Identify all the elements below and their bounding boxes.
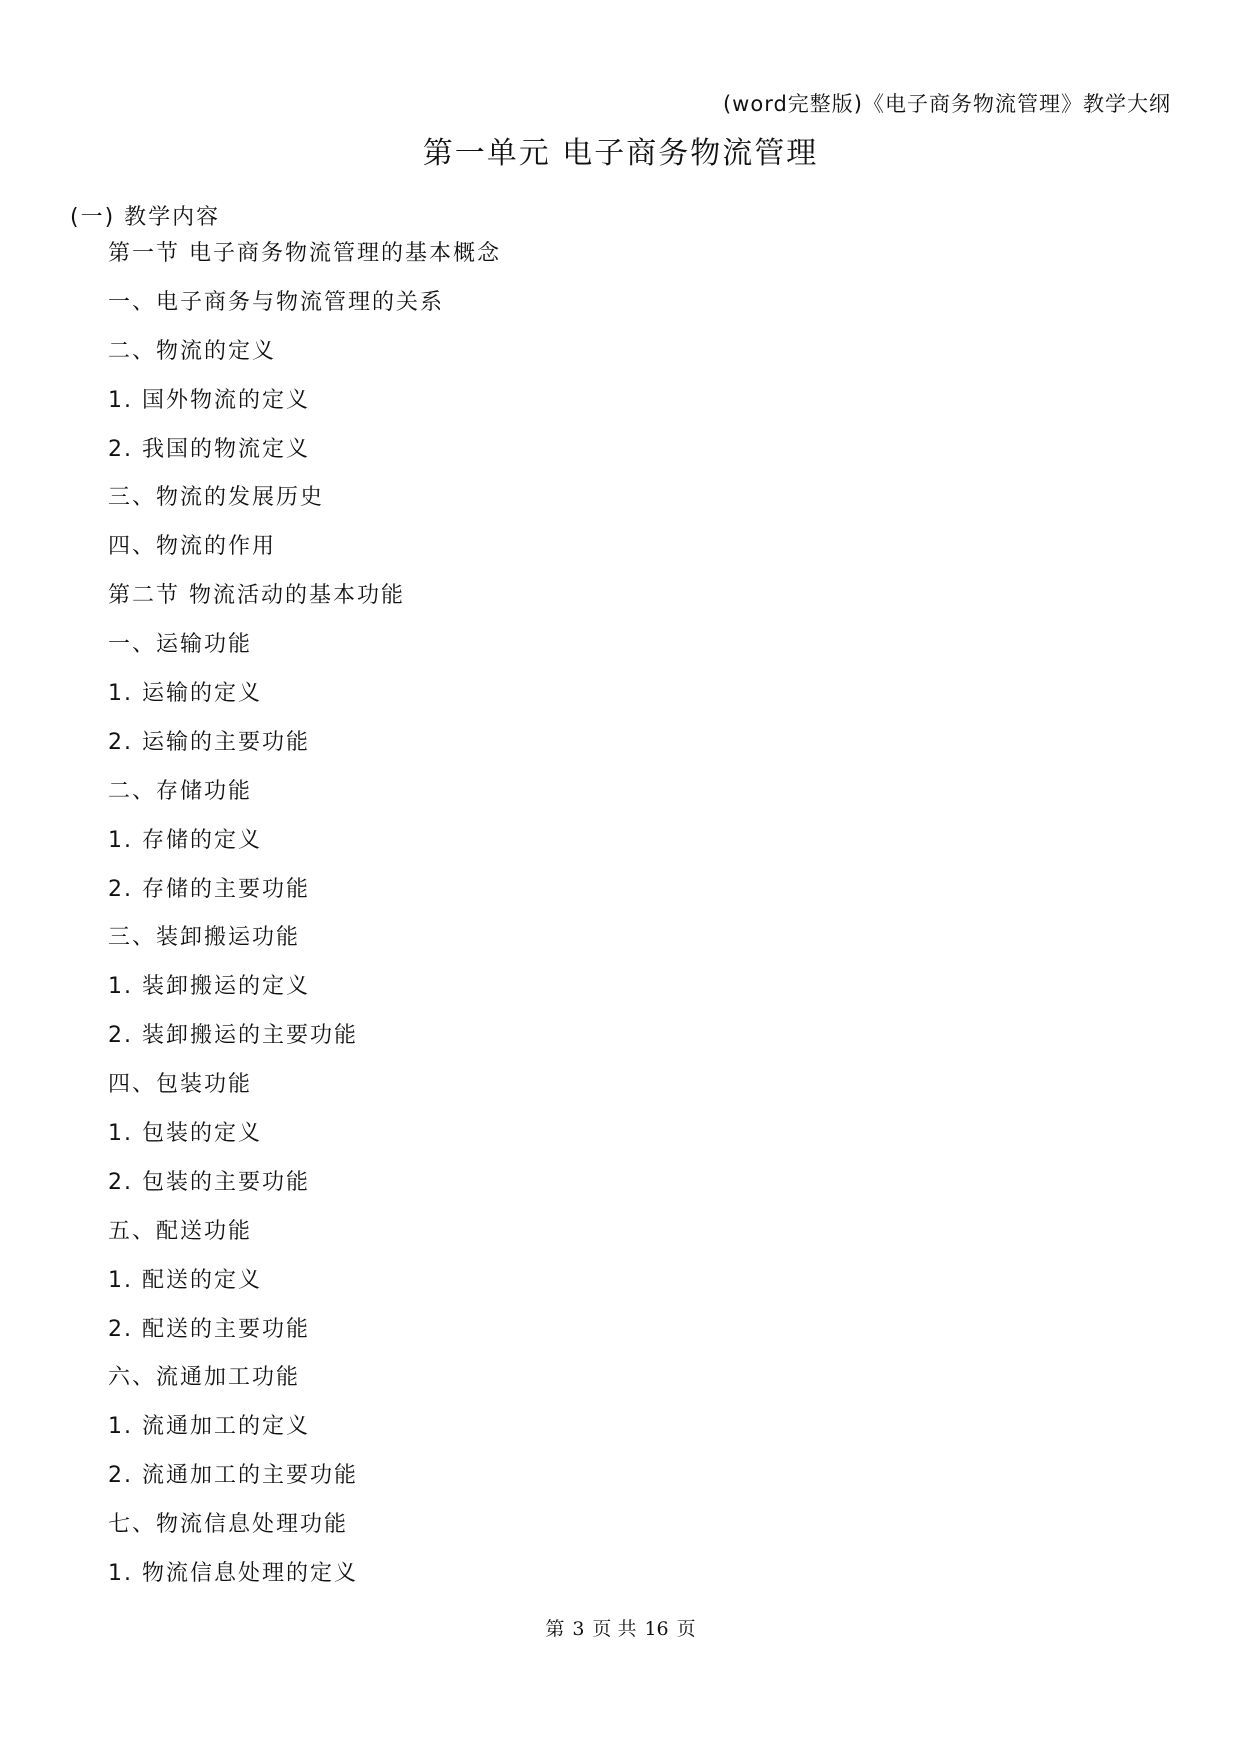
outline-item: 四、物流的作用 <box>108 534 277 560</box>
document-header-title: (word完整版)《电子商务物流管理》教学大纲 <box>722 92 1171 116</box>
outline-item: 1. 存储的定义 <box>108 827 262 853</box>
outline-item: 2. 运输的主要功能 <box>108 729 310 755</box>
outline-item: 三、装卸搬运功能 <box>108 925 301 951</box>
outline-item: 第一节 电子商务物流管理的基本概念 <box>108 241 501 266</box>
page-footer <box>0 1614 1241 1641</box>
page-number: 3 <box>572 1618 585 1640</box>
outline-item: 2. 我国的物流定义 <box>108 436 310 462</box>
unit-title: 第一单元 电子商务物流管理 <box>422 136 819 171</box>
outline-item: 七、物流信息处理功能 <box>108 1512 349 1538</box>
outline-item: 2. 流通加工的主要功能 <box>108 1463 358 1489</box>
outline-item: 1. 运输的定义 <box>108 681 262 707</box>
outline-item: 四、包装功能 <box>108 1072 253 1098</box>
outline-item: 1. 配送的定义 <box>108 1267 262 1293</box>
outline-item: 二、存储功能 <box>108 778 253 804</box>
outline-item: 1. 包装的定义 <box>108 1121 262 1147</box>
section-label: (一) 教学内容 <box>70 205 221 230</box>
outline-item: 一、电子商务与物流管理的关系 <box>108 289 445 315</box>
outline-item: 2. 包装的主要功能 <box>108 1169 310 1195</box>
page-total: 16 <box>644 1618 669 1640</box>
outline-item: 一、运输功能 <box>108 632 253 658</box>
outline-item: 2. 配送的主要功能 <box>108 1316 310 1342</box>
outline-item: 五、配送功能 <box>108 1218 253 1244</box>
outline-item: 1. 国外物流的定义 <box>108 387 310 413</box>
teaching-content-outline <box>108 238 501 1607</box>
page-footer-mid: 页 共 <box>592 1618 637 1640</box>
outline-item: 三、物流的发展历史 <box>108 485 325 511</box>
outline-item: 二、物流的定义 <box>108 338 277 364</box>
outline-item: 2. 装卸搬运的主要功能 <box>108 1023 358 1049</box>
outline-item: 2. 存储的主要功能 <box>108 876 310 902</box>
outline-item: 1. 流通加工的定义 <box>108 1414 310 1440</box>
page-footer-suffix: 页 <box>676 1618 696 1640</box>
outline-item: 1. 物流信息处理的定义 <box>108 1561 358 1587</box>
page-footer-prefix: 第 <box>545 1618 565 1640</box>
outline-item: 1. 装卸搬运的定义 <box>108 974 310 1000</box>
outline-item: 第二节 物流活动的基本功能 <box>108 583 405 609</box>
outline-item: 六、流通加工功能 <box>108 1365 301 1391</box>
